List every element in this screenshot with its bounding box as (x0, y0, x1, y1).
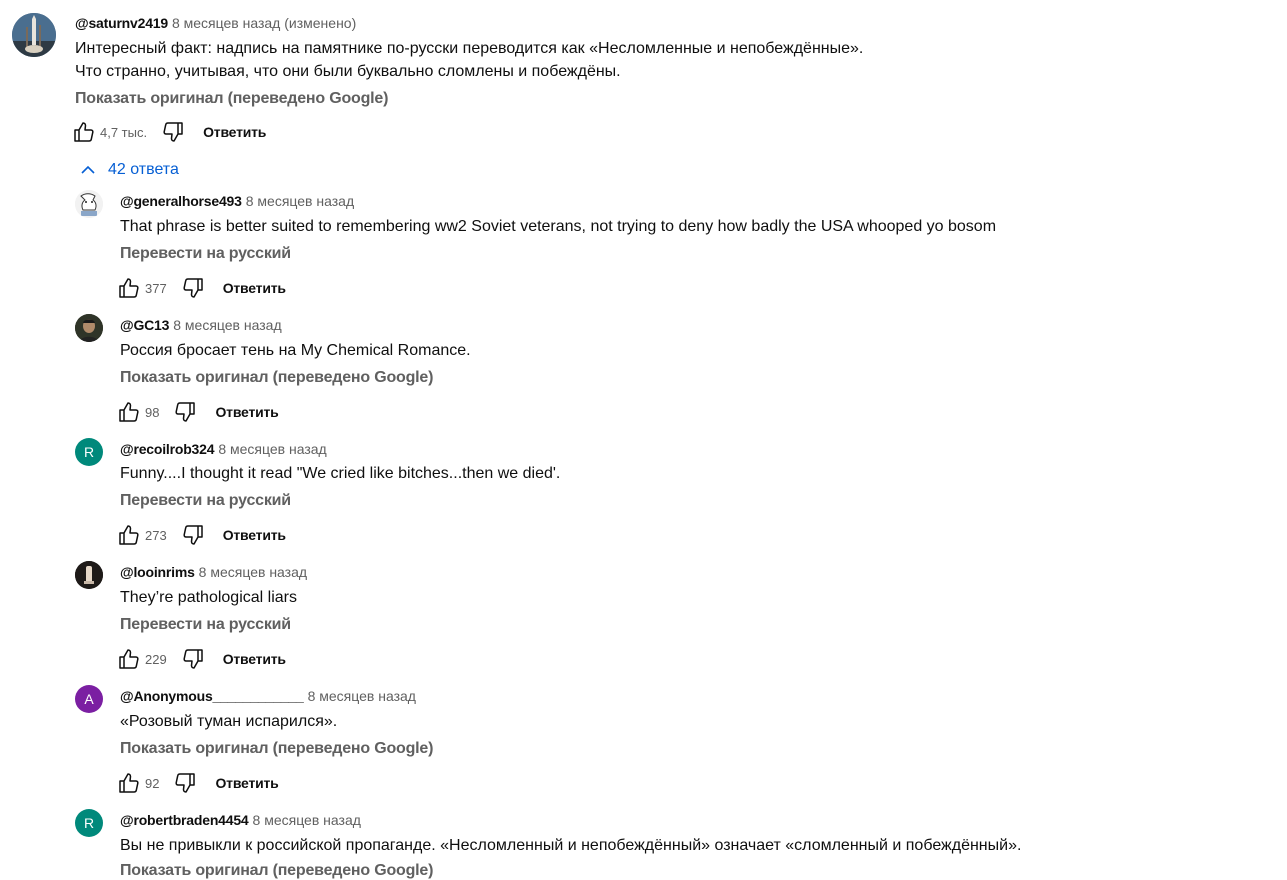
chevron-up-icon (76, 158, 100, 182)
user-photo-icon (75, 314, 103, 342)
comment-actions (117, 519, 286, 551)
translate-link[interactable]: Показать оригинал (переведено Google) (75, 90, 389, 107)
like-button[interactable] (117, 400, 141, 424)
comment-time[interactable]: 8 месяцев назад (218, 441, 327, 457)
thumbs-down-icon (161, 120, 185, 144)
thumbs-down-icon (181, 276, 205, 300)
comment-text-line: Что странно, учитывая, что они были буквально сломлены и побеждёны. (75, 63, 621, 80)
author-link[interactable]: @Anonymous____________ (120, 688, 304, 704)
comment-time[interactable]: 8 месяцев назад (198, 564, 308, 580)
thumbs-down-icon (173, 771, 197, 795)
comment-time[interactable]: 8 месяцев назад (307, 688, 416, 704)
reply-button[interactable]: Ответить (222, 280, 286, 296)
reply-button[interactable]: Ответить (215, 775, 279, 791)
author-link[interactable]: @generalhorse493 (120, 193, 242, 209)
comment-text: Вы не привыкли к российской пропаганде. «Несломленный и непобеждённый» означает «сломленный и побеждённый». (120, 837, 1022, 854)
thumbs-up-icon (117, 647, 141, 671)
comment-text: They’re pathological liars (120, 589, 297, 606)
like-button[interactable] (117, 647, 141, 671)
comment-time[interactable]: 8 месяцев назад (изменено) (171, 15, 357, 31)
comment-header (75, 15, 356, 31)
comment-time[interactable]: 8 месяцев назад (252, 812, 361, 828)
avatar-letter: R (83, 815, 95, 831)
comment-actions (117, 272, 286, 304)
like-count: 4,7 тыс. (100, 124, 148, 140)
avatar[interactable] (75, 685, 103, 713)
author-link[interactable]: @robertbraden4454 (120, 812, 249, 828)
author-link[interactable]: @GC13 (120, 317, 170, 333)
thumbs-down-icon (181, 647, 205, 671)
comment-header (120, 441, 327, 457)
thumbs-up-icon (117, 400, 141, 424)
translate-link[interactable]: Перевести на русский (120, 616, 291, 633)
comment-text: Россия бросает тень на My Chemical Romance. (120, 342, 471, 359)
dislike-button[interactable] (181, 276, 205, 300)
author-link[interactable]: @saturnv2419 (75, 15, 168, 31)
comment-header (120, 317, 282, 333)
like-button[interactable] (72, 120, 96, 144)
comment-header (120, 812, 361, 828)
user-photo-icon (75, 561, 103, 589)
avatar-letter: R (83, 444, 95, 460)
translate-link[interactable]: Показать оригинал (переведено Google) (120, 862, 434, 879)
avatar[interactable] (75, 190, 103, 218)
comment-text: «Розовый туман испарился». (120, 713, 338, 730)
comment-time[interactable]: 8 месяцев назад (173, 317, 282, 333)
reply-button[interactable]: Ответить (222, 651, 286, 667)
comment-header (120, 193, 354, 209)
like-count: 229 (145, 651, 167, 667)
replies-toggle-button[interactable] (76, 158, 179, 182)
comment-actions (72, 116, 266, 148)
thumbs-up-icon (117, 771, 141, 795)
avatar[interactable] (75, 561, 103, 589)
avatar[interactable] (75, 314, 103, 342)
comment-text: That phrase is better suited to remembering ww2 Soviet veterans, not trying to deny how badly the USA whooped yo bosom (120, 218, 997, 235)
dislike-button[interactable] (173, 400, 197, 424)
comment-actions (117, 643, 286, 675)
horse-drawing-icon (75, 190, 103, 218)
replies-count-label: 42 ответа (108, 161, 179, 178)
comment-header (120, 688, 416, 704)
dislike-button[interactable] (181, 647, 205, 671)
comment-header (120, 564, 307, 580)
avatar-letter: A (84, 691, 94, 707)
dislike-button[interactable] (161, 120, 185, 144)
reply-button[interactable]: Ответить (215, 404, 279, 420)
translate-link[interactable]: Перевести на русский (120, 245, 291, 262)
thumbs-up-icon (117, 523, 141, 547)
like-button[interactable] (117, 771, 141, 795)
thumbs-up-icon (117, 276, 141, 300)
avatar[interactable] (12, 13, 56, 57)
comment-time[interactable]: 8 месяцев назад (245, 193, 355, 209)
like-count: 377 (145, 280, 167, 296)
like-count: 273 (145, 527, 167, 543)
author-link[interactable]: @looinrims (120, 564, 195, 580)
comment-actions (117, 396, 279, 428)
comment-text: Funny....I thought it read "We cried like bitches...then we died'. (120, 465, 561, 482)
translate-link[interactable]: Показать оригинал (переведено Google) (120, 740, 434, 757)
like-button[interactable] (117, 276, 141, 300)
reply-button[interactable]: Ответить (203, 124, 267, 140)
rocket-launch-icon (12, 13, 56, 57)
like-button[interactable] (117, 523, 141, 547)
translate-link[interactable]: Показать оригинал (переведено Google) (120, 369, 434, 386)
thumbs-up-icon (72, 120, 96, 144)
comment-text-line: Интересный факт: надпись на памятнике по-русски переводится как «Несломленные и непобеждённые». (75, 40, 864, 57)
thumbs-down-icon (173, 400, 197, 424)
like-count: 92 (145, 775, 160, 791)
thumbs-down-icon (181, 523, 205, 547)
translate-link[interactable]: Перевести на русский (120, 492, 291, 509)
author-link[interactable]: @recoilrob324 (120, 441, 215, 457)
avatar[interactable] (75, 438, 103, 466)
comment-text (75, 37, 863, 83)
avatar[interactable] (75, 809, 103, 837)
dislike-button[interactable] (173, 771, 197, 795)
comment-actions (117, 767, 279, 799)
like-count: 98 (145, 404, 160, 420)
dislike-button[interactable] (181, 523, 205, 547)
reply-button[interactable]: Ответить (222, 527, 286, 543)
